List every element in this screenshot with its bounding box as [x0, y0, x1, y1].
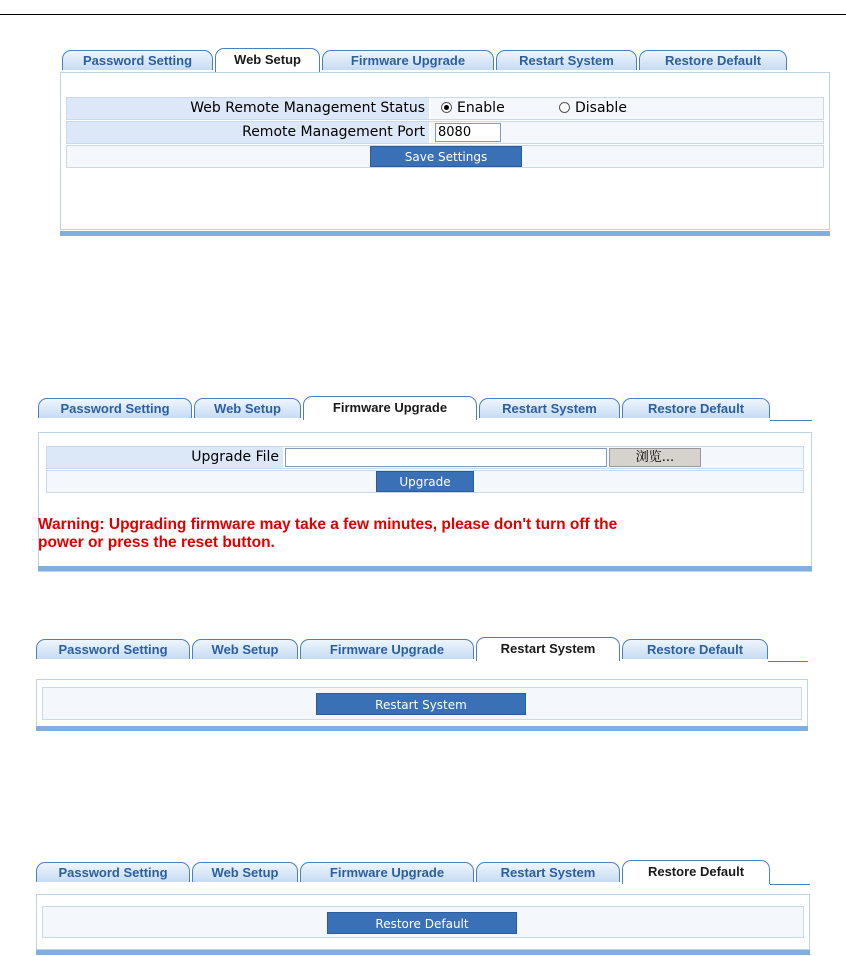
status-value-cell [431, 98, 823, 119]
port-label: Remote Management Port [67, 122, 429, 143]
upgrade-button-row [46, 470, 804, 493]
restore-default-button[interactable]: Restore Default [327, 912, 517, 934]
tab-password-setting[interactable]: Password Setting [36, 639, 190, 659]
tab-restore-default[interactable]: Restore Default [639, 50, 787, 70]
panel-bottom-bar [36, 950, 810, 955]
disable-radio[interactable] [559, 102, 570, 113]
panel-bottom-bar [36, 726, 808, 731]
tab-firmware-upgrade[interactable]: Firmware Upgrade [300, 862, 474, 882]
status-row [66, 97, 824, 120]
restore-panel [36, 860, 810, 956]
tab-web-setup[interactable]: Web Setup [194, 398, 301, 418]
tab-restore-default[interactable]: Restore Default [622, 398, 770, 418]
tab-baseline [770, 420, 812, 421]
tab-firmware-upgrade[interactable]: Firmware Upgrade [300, 639, 474, 659]
status-label: Web Remote Management Status [67, 98, 429, 119]
browse-button[interactable]: 浏览... [609, 448, 701, 467]
tab-restart-system[interactable]: Restart System [476, 862, 620, 882]
panel-bottom-bar [38, 566, 812, 571]
firmware-panel [38, 396, 812, 576]
tab-password-setting[interactable]: Password Setting [62, 50, 213, 70]
tab-restore-default[interactable]: Restore Default [622, 639, 768, 659]
upgrade-file-row [46, 446, 804, 469]
tab-password-setting[interactable]: Password Setting [38, 398, 192, 418]
tab-restart-system[interactable]: Restart System [479, 398, 620, 418]
page-top-rule [0, 14, 846, 15]
upgrade-file-cell [285, 447, 803, 468]
save-row [66, 145, 824, 168]
enable-radio[interactable] [441, 102, 452, 113]
tab-restart-system[interactable]: Restart System [496, 50, 637, 70]
tab-firmware-upgrade[interactable]: Firmware Upgrade [322, 50, 494, 70]
tab-restore-default[interactable]: Restore Default [622, 860, 770, 884]
port-input[interactable]: 8080 [435, 123, 501, 142]
tab-web-setup[interactable]: Web Setup [192, 639, 298, 659]
restart-system-button[interactable]: Restart System [316, 693, 526, 715]
tab-web-setup[interactable]: Web Setup [192, 862, 298, 882]
tab-password-setting[interactable]: Password Setting [36, 862, 190, 882]
panel-bottom-bar [60, 231, 830, 236]
enable-label: Enable [457, 100, 505, 116]
upgrade-button[interactable]: Upgrade [376, 471, 474, 492]
restart-panel [36, 637, 808, 737]
save-settings-button[interactable]: Save Settings [370, 146, 522, 167]
upgrade-file-input[interactable] [285, 448, 607, 467]
port-value-cell [431, 122, 823, 143]
restart-row [42, 687, 802, 720]
restore-row [42, 906, 804, 938]
tab-baseline [770, 884, 810, 885]
tab-restart-system[interactable]: Restart System [476, 637, 620, 661]
port-row [66, 121, 824, 144]
warning-line-1: Warning: Upgrading firmware may take a few minutes, please don't turn off the [38, 516, 618, 533]
warning-line-2: power or press the reset button. [38, 534, 275, 551]
tab-web-setup[interactable]: Web Setup [215, 48, 320, 72]
upgrade-file-label: Upgrade File [47, 447, 283, 468]
tab-firmware-upgrade[interactable]: Firmware Upgrade [303, 396, 477, 420]
tab-baseline [768, 661, 808, 662]
disable-label: Disable [575, 100, 627, 116]
web-setup-panel [60, 48, 830, 240]
